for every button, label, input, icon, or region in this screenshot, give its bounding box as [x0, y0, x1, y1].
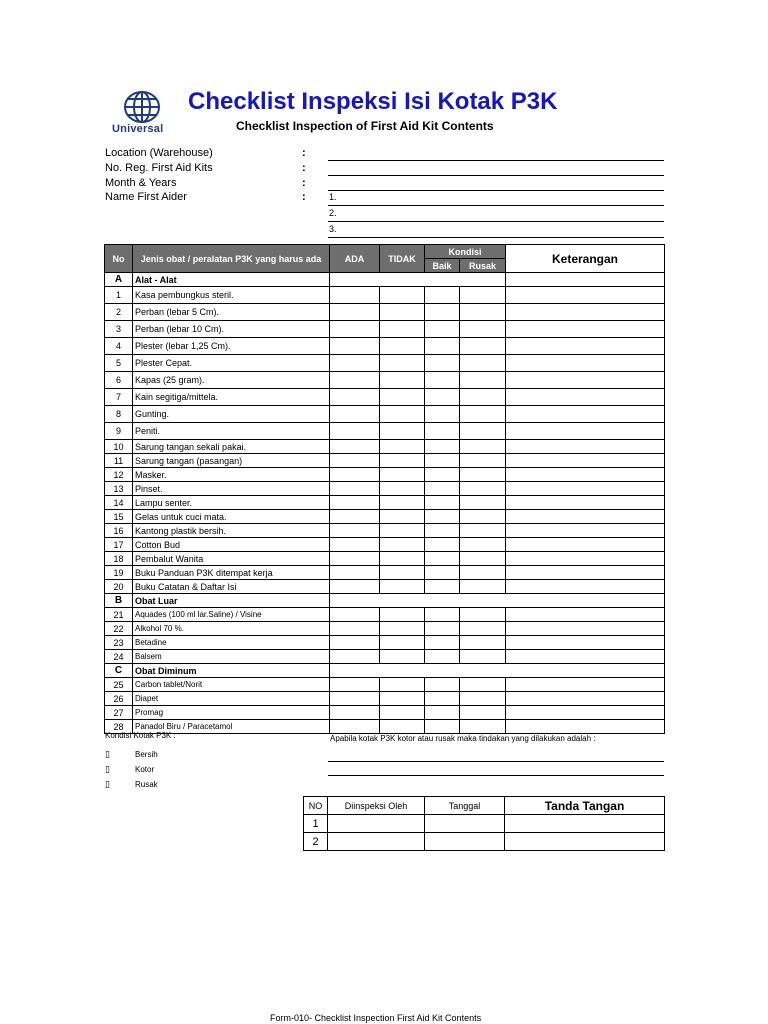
first-aider-field-1[interactable]	[328, 205, 664, 206]
item-name: Gunting.	[133, 406, 330, 423]
keterangan-cell[interactable]	[506, 287, 665, 304]
ada-cell[interactable]	[330, 496, 380, 510]
tidak-cell[interactable]	[380, 566, 425, 580]
item-number: 4	[105, 338, 133, 355]
rusak-cell[interactable]	[460, 304, 506, 321]
tidak-cell[interactable]	[380, 706, 425, 720]
section-letter: B	[105, 594, 133, 608]
section-row	[105, 594, 665, 608]
keterangan-cell[interactable]	[506, 482, 665, 496]
rusak-cell[interactable]	[460, 468, 506, 482]
month-years-field[interactable]	[328, 190, 664, 191]
baik-cell[interactable]	[425, 355, 460, 372]
item-name: Panadol Biru / Paracetamol	[133, 720, 330, 734]
action-note: Apabila kotak P3K kotor atau rusak maka tindakan yang dilakukan adalah :	[330, 734, 596, 743]
ada-cell[interactable]	[330, 552, 380, 566]
table-row	[105, 692, 665, 706]
item-name: Carbon tablet/Norit	[133, 678, 330, 692]
location-field[interactable]	[328, 160, 664, 161]
tidak-cell[interactable]	[380, 580, 425, 594]
keterangan-cell[interactable]	[506, 389, 665, 406]
rusak-cell[interactable]	[460, 496, 506, 510]
item-name: Pinset.	[133, 482, 330, 496]
item-name: Betadine	[133, 636, 330, 650]
keterangan-cell[interactable]	[506, 468, 665, 482]
ada-cell[interactable]	[330, 482, 380, 496]
tidak-cell[interactable]	[380, 338, 425, 355]
keterangan-cell[interactable]	[506, 510, 665, 524]
item-number: 19	[105, 566, 133, 580]
tidak-cell[interactable]	[380, 622, 425, 636]
item-number: 6	[105, 372, 133, 389]
ada-cell[interactable]	[330, 423, 380, 440]
action-field-1[interactable]	[328, 761, 664, 762]
ada-cell[interactable]	[330, 678, 380, 692]
item-number: 24	[105, 650, 133, 664]
reg-no-colon: :	[302, 162, 306, 174]
rusak-cell[interactable]	[460, 650, 506, 664]
baik-cell[interactable]	[425, 608, 460, 622]
table-row	[105, 636, 665, 650]
item-number: 25	[105, 678, 133, 692]
item-name: Perban (lebar 10 Cm).	[133, 321, 330, 338]
item-number: 8	[105, 406, 133, 423]
table-row	[105, 321, 665, 338]
item-name: Plester Cepat.	[133, 355, 330, 372]
ada-cell[interactable]	[330, 636, 380, 650]
ada-cell[interactable]	[330, 580, 380, 594]
first-aider-label: Name First Aider	[105, 191, 187, 203]
rusak-option-label: Rusak	[135, 780, 158, 789]
bersih-checkbox[interactable]: ▯	[105, 749, 110, 759]
item-name: Balsem	[133, 650, 330, 664]
ada-cell[interactable]	[330, 321, 380, 338]
baik-cell[interactable]	[425, 524, 460, 538]
table-row	[105, 510, 665, 524]
section-letter: A	[105, 273, 133, 287]
baik-cell[interactable]	[425, 678, 460, 692]
ada-cell[interactable]	[330, 389, 380, 406]
reg-no-field[interactable]	[328, 175, 664, 176]
item-name: Plester (lebar 1,25 Cm).	[133, 338, 330, 355]
first-aider-field-2[interactable]	[328, 221, 664, 222]
ada-cell[interactable]	[330, 622, 380, 636]
section-row	[105, 664, 665, 678]
tidak-cell[interactable]	[380, 372, 425, 389]
rusak-cell[interactable]	[460, 608, 506, 622]
item-number: 17	[105, 538, 133, 552]
rusak-cell[interactable]	[460, 622, 506, 636]
ada-cell[interactable]	[330, 440, 380, 454]
keterangan-cell[interactable]	[506, 566, 665, 580]
item-name: Buku Panduan P3K ditempat kerja	[133, 566, 330, 580]
ada-cell[interactable]	[330, 372, 380, 389]
keterangan-cell[interactable]	[506, 580, 665, 594]
rusak-cell[interactable]	[460, 510, 506, 524]
table-row	[105, 423, 665, 440]
section-name: Obat Diminum	[133, 664, 330, 678]
item-number: 15	[105, 510, 133, 524]
first-aider-field-3[interactable]	[328, 237, 664, 238]
item-name: Kapas (25 gram).	[133, 372, 330, 389]
header-jenis: Jenis obat / peralatan P3K yang harus ada	[133, 245, 330, 273]
item-number: 12	[105, 468, 133, 482]
tidak-cell[interactable]	[380, 355, 425, 372]
item-name: Masker.	[133, 468, 330, 482]
item-number: 7	[105, 389, 133, 406]
keterangan-cell[interactable]	[506, 440, 665, 454]
item-name: Kasa pembungkus steril.	[133, 287, 330, 304]
checklist-table	[104, 244, 665, 734]
table-row	[105, 552, 665, 566]
header-no: No	[105, 245, 133, 273]
tidak-cell[interactable]	[380, 552, 425, 566]
header-baik: Baik	[425, 259, 460, 273]
rusak-cell[interactable]	[460, 454, 506, 468]
inspected-by-cell[interactable]	[328, 815, 425, 833]
item-number: 18	[105, 552, 133, 566]
item-number: 3	[105, 321, 133, 338]
item-name: Gelas untuk cuci mata.	[133, 510, 330, 524]
rusak-cell[interactable]	[460, 406, 506, 423]
baik-cell[interactable]	[425, 538, 460, 552]
item-name: Pembalut Wanita	[133, 552, 330, 566]
tidak-cell[interactable]	[380, 321, 425, 338]
keterangan-cell[interactable]	[506, 608, 665, 622]
ada-cell[interactable]	[330, 524, 380, 538]
table-row	[105, 496, 665, 510]
table-row	[105, 389, 665, 406]
item-number: 20	[105, 580, 133, 594]
kotor-option-label: Kotor	[135, 765, 155, 774]
keterangan-cell[interactable]	[506, 273, 665, 287]
tidak-cell[interactable]	[380, 608, 425, 622]
location-label: Location (Warehouse)	[105, 147, 213, 159]
section-empty-cell	[330, 664, 665, 678]
keterangan-cell[interactable]	[506, 692, 665, 706]
rusak-cell[interactable]	[460, 287, 506, 304]
keterangan-cell[interactable]	[506, 321, 665, 338]
item-number: 10	[105, 440, 133, 454]
signature-cell[interactable]	[505, 833, 665, 851]
tidak-cell[interactable]	[380, 454, 425, 468]
item-name: Peniti.	[133, 423, 330, 440]
section-row	[105, 273, 665, 287]
ada-cell[interactable]	[330, 287, 380, 304]
kotor-checkbox[interactable]: ▯	[105, 764, 110, 774]
table-row	[105, 338, 665, 355]
table-row	[105, 678, 665, 692]
rusak-cell[interactable]	[460, 338, 506, 355]
baik-cell[interactable]	[425, 372, 460, 389]
item-number: 16	[105, 524, 133, 538]
item-number: 11	[105, 454, 133, 468]
tidak-cell[interactable]	[380, 496, 425, 510]
item-number: 5	[105, 355, 133, 372]
item-number: 2	[105, 304, 133, 321]
section-empty-cell	[380, 273, 425, 287]
first-aider-colon: :	[302, 191, 306, 203]
table-row	[105, 538, 665, 552]
tidak-cell[interactable]	[380, 482, 425, 496]
page-subtitle: Checklist Inspection of First Aid Kit Contents	[236, 119, 494, 133]
tidak-cell[interactable]	[380, 538, 425, 552]
item-name: Perban (lebar 5 Cm).	[133, 304, 330, 321]
location-colon: :	[302, 147, 306, 159]
baik-cell[interactable]	[425, 482, 460, 496]
kondisi-kotak-label: Kondisi Kotak P3K :	[105, 731, 176, 740]
baik-cell[interactable]	[425, 287, 460, 304]
ada-cell[interactable]	[330, 692, 380, 706]
item-number: 28	[105, 720, 133, 734]
rusak-cell[interactable]	[460, 524, 506, 538]
keterangan-cell[interactable]	[506, 678, 665, 692]
keterangan-cell[interactable]	[506, 355, 665, 372]
baik-cell[interactable]	[425, 580, 460, 594]
keterangan-cell[interactable]	[506, 454, 665, 468]
keterangan-cell[interactable]	[506, 496, 665, 510]
baik-cell[interactable]	[425, 321, 460, 338]
item-name: Aquades (100 ml lar.Saline) / Visine	[133, 608, 330, 622]
item-name: Kain segitiga/mittela.	[133, 389, 330, 406]
tidak-cell[interactable]	[380, 468, 425, 482]
table-row	[105, 608, 665, 622]
table-row	[105, 304, 665, 321]
rusak-cell[interactable]	[460, 423, 506, 440]
table-row	[105, 355, 665, 372]
baik-cell[interactable]	[425, 406, 460, 423]
tidak-cell[interactable]	[380, 510, 425, 524]
keterangan-cell[interactable]	[506, 706, 665, 720]
sign-header-signature: Tanda Tangan	[505, 797, 665, 815]
ada-cell[interactable]	[330, 706, 380, 720]
table-row	[105, 566, 665, 580]
ada-cell[interactable]	[330, 650, 380, 664]
table-row	[105, 524, 665, 538]
table-row	[105, 287, 665, 304]
baik-cell[interactable]	[425, 706, 460, 720]
first-aider-number: 2.	[329, 208, 337, 218]
rusak-checkbox[interactable]: ▯	[105, 779, 110, 789]
baik-cell[interactable]	[425, 636, 460, 650]
item-name: Sarung tangan (pasangan)	[133, 454, 330, 468]
baik-cell[interactable]	[425, 692, 460, 706]
table-row	[105, 580, 665, 594]
header-keterangan: Keterangan	[506, 245, 665, 273]
tidak-cell[interactable]	[380, 692, 425, 706]
section-empty-cell	[460, 273, 506, 287]
rusak-cell[interactable]	[460, 678, 506, 692]
ada-cell[interactable]	[330, 468, 380, 482]
keterangan-cell[interactable]	[506, 538, 665, 552]
baik-cell[interactable]	[425, 468, 460, 482]
keterangan-cell[interactable]	[506, 552, 665, 566]
rusak-cell[interactable]	[460, 538, 506, 552]
ada-cell[interactable]	[330, 566, 380, 580]
date-cell[interactable]	[425, 833, 505, 851]
item-number: 9	[105, 423, 133, 440]
sign-header-inspected-by: Diinspeksi Oleh	[328, 797, 425, 815]
baik-cell[interactable]	[425, 454, 460, 468]
tidak-cell[interactable]	[380, 636, 425, 650]
baik-cell[interactable]	[425, 338, 460, 355]
baik-cell[interactable]	[425, 440, 460, 454]
ada-cell[interactable]	[330, 510, 380, 524]
table-row	[105, 482, 665, 496]
checklist-body	[105, 273, 665, 734]
item-name: Kantong plastik bersih.	[133, 524, 330, 538]
keterangan-cell[interactable]	[506, 622, 665, 636]
sign-header-date: Tanggal	[425, 797, 505, 815]
month-years-label: Month & Years	[105, 177, 177, 189]
rusak-cell[interactable]	[460, 372, 506, 389]
item-number: 13	[105, 482, 133, 496]
tidak-cell[interactable]	[380, 650, 425, 664]
baik-cell[interactable]	[425, 622, 460, 636]
keterangan-cell[interactable]	[506, 636, 665, 650]
table-row	[105, 440, 665, 454]
ada-cell[interactable]	[330, 538, 380, 552]
item-number: 27	[105, 706, 133, 720]
baik-cell[interactable]	[425, 552, 460, 566]
section-empty-cell	[330, 273, 380, 287]
section-empty-cell	[425, 273, 460, 287]
rusak-cell[interactable]	[460, 566, 506, 580]
item-name: Cotton Bud	[133, 538, 330, 552]
keterangan-cell[interactable]	[506, 304, 665, 321]
header-kondisi: Kondisi	[425, 245, 506, 259]
rusak-cell[interactable]	[460, 692, 506, 706]
baik-cell[interactable]	[425, 304, 460, 321]
table-row	[105, 650, 665, 664]
table-row	[105, 622, 665, 636]
tidak-cell[interactable]	[380, 440, 425, 454]
page-title: Checklist Inspeksi Isi Kotak P3K	[188, 88, 558, 115]
item-name: Buku Catatan & Daftar Isi	[133, 580, 330, 594]
logo-text: Universal	[112, 123, 164, 135]
baik-cell[interactable]	[425, 650, 460, 664]
section-empty-cell	[330, 594, 665, 608]
baik-cell[interactable]	[425, 566, 460, 580]
inspected-by-cell[interactable]	[328, 833, 425, 851]
item-name: Sarung tangan sekali pakai.	[133, 440, 330, 454]
keterangan-cell[interactable]	[506, 423, 665, 440]
section-name: Alat - Alat	[133, 273, 330, 287]
section-letter: C	[105, 664, 133, 678]
table-row	[105, 372, 665, 389]
reg-no-label: No. Reg. First Aid Kits	[105, 162, 213, 174]
action-field-2[interactable]	[328, 775, 664, 776]
baik-cell[interactable]	[425, 389, 460, 406]
baik-cell[interactable]	[425, 423, 460, 440]
ada-cell[interactable]	[330, 304, 380, 321]
rusak-cell[interactable]	[460, 321, 506, 338]
item-name: Lampu senter.	[133, 496, 330, 510]
header-tidak: TIDAK	[380, 245, 425, 273]
tidak-cell[interactable]	[380, 406, 425, 423]
header-rusak: Rusak	[460, 259, 506, 273]
tidak-cell[interactable]	[380, 524, 425, 538]
ada-cell[interactable]	[330, 338, 380, 355]
keterangan-cell[interactable]	[506, 650, 665, 664]
signature-table	[303, 796, 665, 851]
keterangan-cell[interactable]	[506, 406, 665, 423]
table-row	[105, 406, 665, 423]
rusak-cell[interactable]	[460, 552, 506, 566]
form-footer: Form-010- Checklist Inspection First Aid Kit Contents	[270, 1013, 482, 1023]
ada-cell[interactable]	[330, 406, 380, 423]
tidak-cell[interactable]	[380, 678, 425, 692]
header-ada: ADA	[330, 245, 380, 273]
sign-row-number: 2	[304, 833, 328, 851]
date-cell[interactable]	[425, 815, 505, 833]
baik-cell[interactable]	[425, 510, 460, 524]
table-row	[105, 468, 665, 482]
tidak-cell[interactable]	[380, 304, 425, 321]
rusak-cell[interactable]	[460, 389, 506, 406]
item-name: Alkohol 70 %.	[133, 622, 330, 636]
ada-cell[interactable]	[330, 355, 380, 372]
rusak-cell[interactable]	[460, 440, 506, 454]
item-number: 26	[105, 692, 133, 706]
sign-header-no: NO	[304, 797, 328, 815]
sign-row-number: 1	[304, 815, 328, 833]
signature-cell[interactable]	[505, 815, 665, 833]
rusak-cell[interactable]	[460, 580, 506, 594]
keterangan-cell[interactable]	[506, 338, 665, 355]
section-name: Obat Luar	[133, 594, 330, 608]
item-name: Diapet	[133, 692, 330, 706]
item-number: 23	[105, 636, 133, 650]
rusak-cell[interactable]	[460, 355, 506, 372]
tidak-cell[interactable]	[380, 389, 425, 406]
ada-cell[interactable]	[330, 608, 380, 622]
bersih-option-label: Bersih	[135, 750, 158, 759]
item-number: 1	[105, 287, 133, 304]
tidak-cell[interactable]	[380, 423, 425, 440]
item-number: 22	[105, 622, 133, 636]
ada-cell[interactable]	[330, 454, 380, 468]
rusak-cell[interactable]	[460, 636, 506, 650]
item-number: 21	[105, 608, 133, 622]
baik-cell[interactable]	[425, 496, 460, 510]
keterangan-cell[interactable]	[506, 524, 665, 538]
month-years-colon: :	[302, 177, 306, 189]
tidak-cell[interactable]	[380, 287, 425, 304]
keterangan-cell[interactable]	[506, 372, 665, 389]
item-name: Promag	[133, 706, 330, 720]
first-aider-number: 3.	[329, 224, 337, 234]
item-number: 14	[105, 496, 133, 510]
table-row	[105, 454, 665, 468]
table-row	[105, 706, 665, 720]
first-aider-number: 1.	[329, 192, 337, 202]
rusak-cell[interactable]	[460, 706, 506, 720]
rusak-cell[interactable]	[460, 482, 506, 496]
